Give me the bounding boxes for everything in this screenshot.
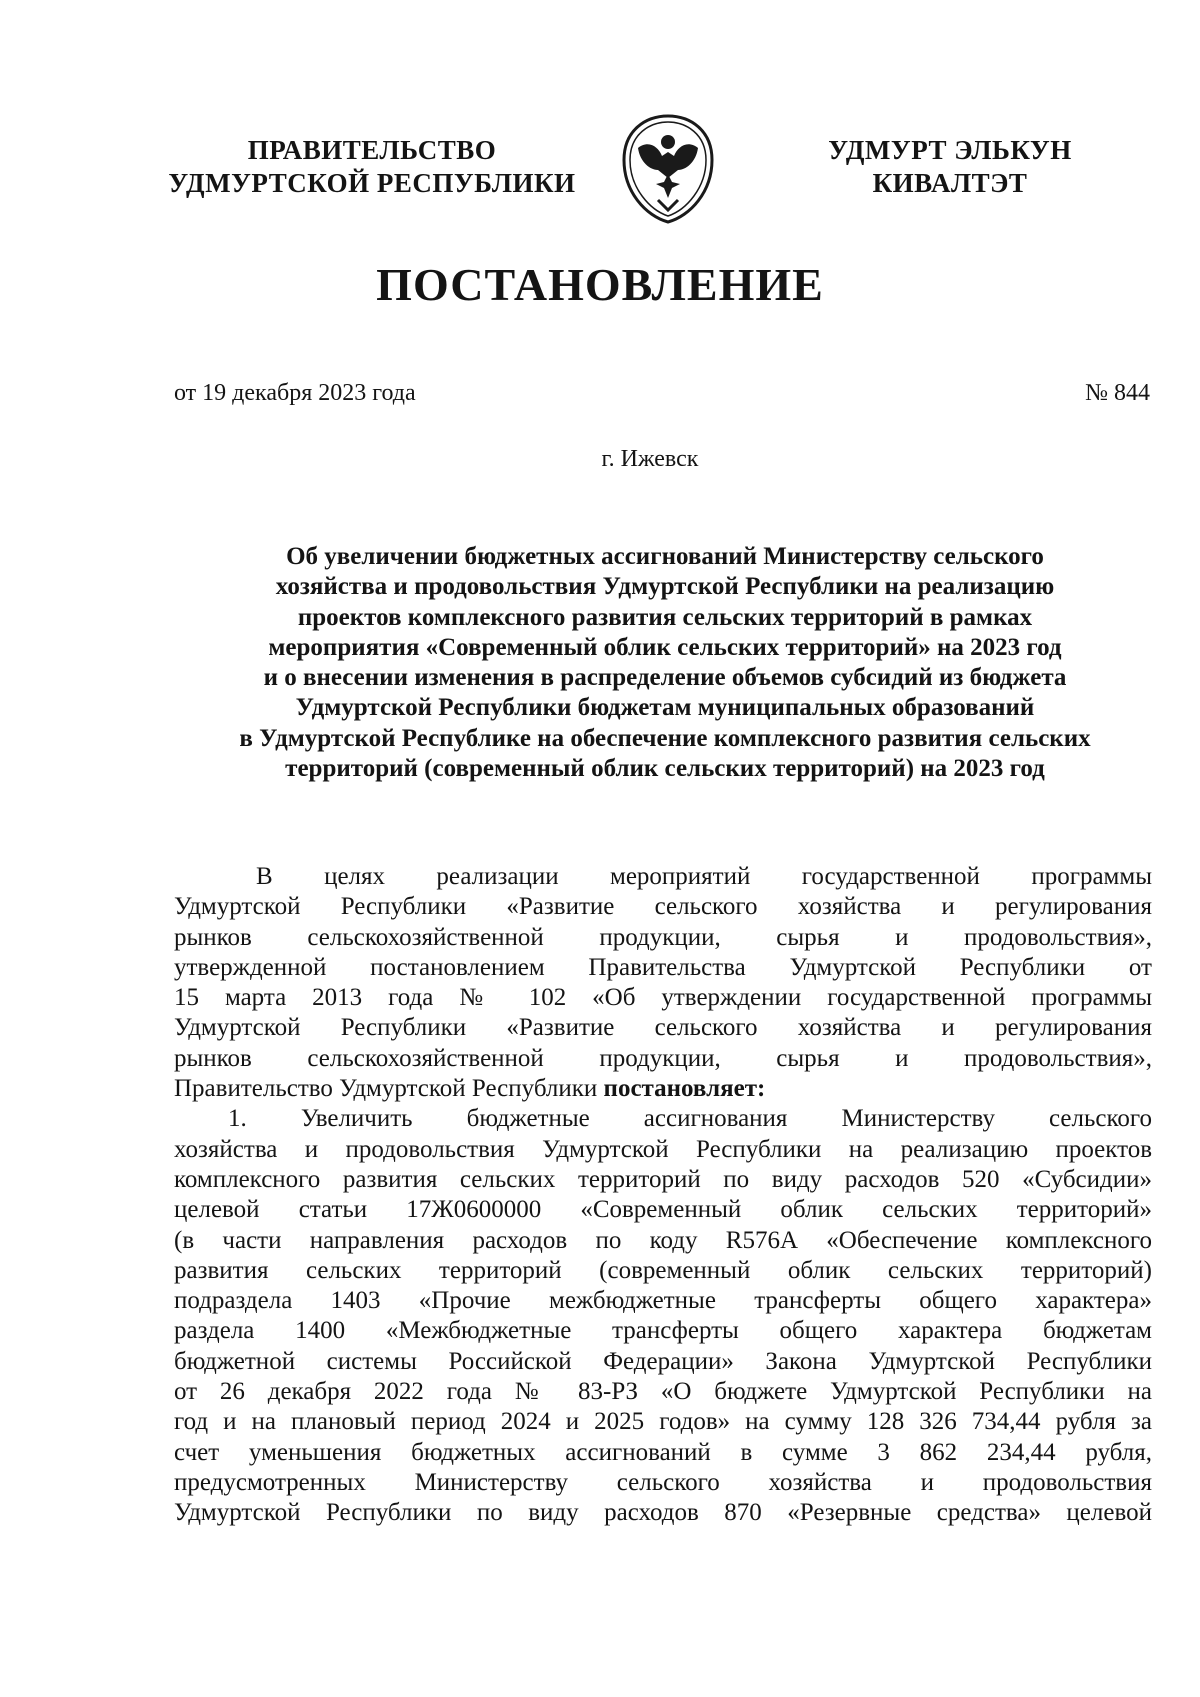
body-line: комплексного развития сельских территорий по виду расходов 520 «Субсидии» <box>174 1165 1152 1193</box>
government-name-russian <box>157 134 587 200</box>
document-body <box>174 862 1152 1529</box>
government-name-udmurt-line-1: УДМУРТ ЭЛЬКУН <box>828 135 1072 165</box>
body-line: бюджетной системы Российской Федерации» Закона Удмуртской Республики <box>174 1347 1152 1375</box>
body-line: утвержденной постановлением Правительства Удмуртской Республики от <box>174 953 1152 981</box>
document-city: г. Ижевск <box>601 446 699 472</box>
subject-line: территорий (современный облик сельских территорий) на 2023 год <box>285 755 1045 783</box>
body-line: от 26 декабря 2022 года № 83-РЗ «О бюджете Удмуртской Республики на <box>174 1378 1152 1406</box>
subject-line: Об увеличении бюджетных ассигнований Министерству сельского <box>286 543 1044 570</box>
body-line: В целях реализации мероприятий государственной программы <box>256 863 1152 890</box>
document-date: от 19 декабря 2023 года <box>174 380 416 406</box>
body-line: Удмуртской Республики «Развитие сельского хозяйства и регулирования <box>174 893 1152 921</box>
government-name-udmurt <box>810 134 1090 200</box>
body-line: Удмуртской Республики по виду расходов 870 «Резервные средства» целевой <box>174 1499 1152 1527</box>
subject-line: хозяйства и продовольствия Удмуртской Республики на реализацию <box>275 573 1055 601</box>
resolution-keyword: постановляет: <box>603 1075 766 1103</box>
government-name-line-2: УДМУРТСКОЙ РЕСПУБЛИКИ <box>168 168 576 198</box>
subject-line: Удмуртской Республики бюджетам муниципальных образований <box>295 694 1035 722</box>
body-line: год и на плановый период 2024 и 2025 годов» на сумму 128 326 734,44 рубля за <box>174 1408 1152 1436</box>
udmurt-coat-of-arms-icon <box>618 112 718 226</box>
body-line <box>174 1074 1152 1104</box>
body-line: рынков сельскохозяйственной продукции, сырья и продовольствия», <box>174 1044 1152 1072</box>
subject-line: мероприятия «Современный облик сельских территорий» на 2023 год <box>268 633 1062 661</box>
body-line: счет уменьшения бюджетных ассигнований в сумме 3 862 234,44 рубля, <box>174 1438 1152 1466</box>
document-subject <box>170 542 1160 784</box>
body-line: подраздела 1403 «Прочие межбюджетные трансферты общего характера» <box>174 1287 1152 1315</box>
government-name-udmurt-line-2: КИВАЛТЭТ <box>872 168 1028 198</box>
subject-line: проектов комплексного развития сельских территорий в рамках <box>297 603 1033 631</box>
body-line: целевой статьи 17Ж0600000 «Современный облик сельских территорий» <box>174 1196 1152 1224</box>
body-line: раздела 1400 «Межбюджетные трансферты общего характера бюджетам <box>174 1317 1152 1345</box>
government-name-line-1: ПРАВИТЕЛЬСТВО <box>247 135 497 165</box>
body-line: хозяйства и продовольствия Удмуртской Республики на реализацию проектов <box>174 1135 1152 1163</box>
body-line: рынков сельскохозяйственной продукции, сырья и продовольствия», <box>174 923 1152 951</box>
subject-line: в Удмуртской Республике на обеспечение комплексного развития сельских <box>239 724 1091 752</box>
body-line: (в части направления расходов по коду R576А «Обеспечение комплексного <box>174 1226 1152 1254</box>
body-line-text: Правительство Удмуртской Республики <box>174 1075 598 1103</box>
subject-line: и о внесении изменения в распределение объемов субсидий из бюджета <box>263 664 1067 692</box>
body-line: Удмуртской Республики «Развитие сельского хозяйства и регулирования <box>174 1014 1152 1042</box>
document-type-title: ПОСТАНОВЛЕНИЕ <box>376 259 824 310</box>
body-line: 1. Увеличить бюджетные ассигнования Министерству сельского <box>228 1105 1152 1133</box>
body-line: развития сельских территорий (современный облик сельских территорий) <box>174 1256 1152 1284</box>
body-line: 15 марта 2013 года № 102 «Об утверждении государственной программы <box>174 984 1152 1012</box>
document-number: № 844 <box>1085 380 1150 406</box>
body-line: предусмотренных Министерству сельского хозяйства и продовольствия <box>174 1468 1152 1496</box>
